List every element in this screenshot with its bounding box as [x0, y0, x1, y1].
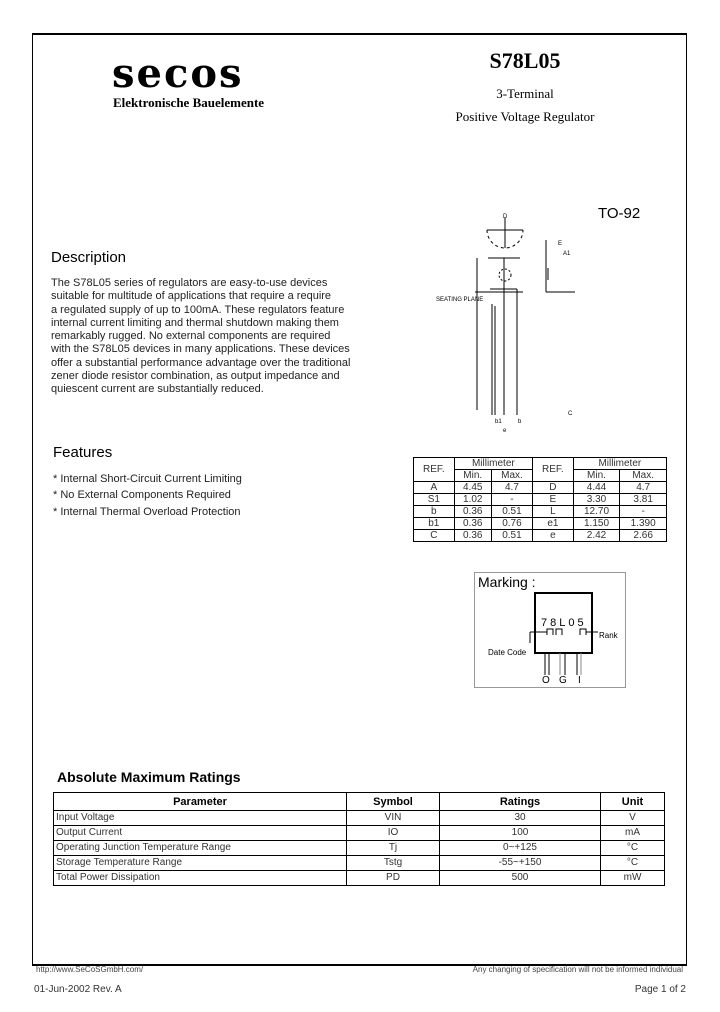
label-a1: A1	[563, 251, 571, 257]
marking-code: 78L05	[541, 617, 587, 629]
description-line: The S78L05 series of regulators are easy-to-use devices	[51, 277, 328, 289]
table-cell: 0.36	[454, 518, 491, 530]
table-cell: 1.150	[573, 518, 620, 530]
table-cell: D	[533, 482, 574, 494]
header-max: Max.	[620, 470, 667, 482]
table-cell: Input Voltage	[54, 811, 347, 826]
table-cell: 500	[440, 871, 601, 886]
description-body	[51, 277, 361, 397]
table-cell: IO	[347, 826, 440, 841]
table-cell: A	[414, 482, 455, 494]
footer-page: Page 1 of 2	[634, 984, 686, 995]
header-min: Min.	[573, 470, 620, 482]
label-e: E	[558, 241, 563, 247]
table-cell: 4.7	[620, 482, 667, 494]
table-cell: 0.51	[491, 506, 532, 518]
table-cell: 0.36	[454, 530, 491, 542]
marking-box	[474, 572, 626, 688]
features-heading: Features	[53, 444, 113, 461]
header-max: Max.	[491, 470, 532, 482]
pin-label: G	[559, 675, 567, 686]
ratings-table	[53, 792, 665, 886]
table-row	[54, 826, 665, 841]
marking-heading: Marking :	[478, 574, 536, 590]
footer-url[interactable]: http://www.SeCoSGmbH.com/	[36, 965, 144, 974]
table-cell: Tstg	[347, 856, 440, 871]
table-row	[414, 518, 667, 530]
table-cell: C	[414, 530, 455, 542]
table-cell: PD	[347, 871, 440, 886]
table-cell: -	[491, 494, 532, 506]
label-e-small: e	[503, 428, 507, 434]
table-cell: mW	[601, 871, 665, 886]
subtitle-1: 3-Terminal	[496, 86, 554, 101]
date-code-label: Date Code	[488, 648, 527, 657]
table-cell: Operating Junction Temperature Range	[54, 841, 347, 856]
package-drawing	[430, 210, 610, 440]
marking-diagram	[475, 573, 625, 687]
rank-label: Rank	[599, 631, 618, 640]
table-cell: e1	[533, 518, 574, 530]
description-line: with the S78L05 devices in many applications. These devices	[51, 343, 350, 356]
feature-item: * Internal Thermal Overload Protection	[53, 506, 241, 518]
description-heading: Description	[51, 249, 127, 266]
label-seating-plane: SEATING PLANE	[436, 297, 484, 303]
table-cell: 3.81	[620, 494, 667, 506]
label-d: D	[503, 214, 508, 220]
header-ref: REF.	[533, 458, 574, 482]
table-row	[414, 506, 667, 518]
table-cell: 0~+125	[440, 841, 601, 856]
secos-logo: secos	[112, 50, 244, 97]
table-cell: e	[533, 530, 574, 542]
footer-notice: Any changing of specification will not be informed individual	[472, 965, 683, 974]
company-tagline: Elektronische Bauelemente	[113, 95, 265, 110]
ratings-heading: Absolute Maximum Ratings	[57, 769, 241, 785]
header-ref: REF.	[414, 458, 455, 482]
label-c: C	[568, 411, 573, 417]
table-row	[54, 856, 665, 871]
table-cell: b	[414, 506, 455, 518]
header-min: Min.	[454, 470, 491, 482]
table-row	[54, 871, 665, 886]
description-line: offer a substantial performance advantage over the traditional	[51, 356, 351, 369]
table-cell: S1	[414, 494, 455, 506]
table-cell: 0.76	[491, 518, 532, 530]
table-cell: b1	[414, 518, 455, 530]
table-cell: 0.51	[491, 530, 532, 542]
feature-item: * No External Components Required	[53, 489, 231, 501]
table-row	[54, 811, 665, 826]
feature-item: * Internal Short-Circuit Current Limiting	[53, 473, 242, 485]
table-cell: -	[620, 506, 667, 518]
table-cell: mA	[601, 826, 665, 841]
table-row	[414, 530, 667, 542]
package-name: TO-92	[598, 205, 641, 222]
table-cell: 12.70	[573, 506, 620, 518]
header-unit: Millimeter	[573, 458, 666, 470]
table-cell: Output Current	[54, 826, 347, 841]
label-b1: b1	[495, 419, 502, 425]
table-cell: V	[601, 811, 665, 826]
footer-date: 01-Jun-2002 Rev. A	[34, 984, 122, 995]
table-cell: 3.30	[573, 494, 620, 506]
table-cell: -55~+150	[440, 856, 601, 871]
description-line: remarkably rugged. No external components are required	[51, 330, 331, 343]
table-row	[414, 494, 667, 506]
table-cell: 1.02	[454, 494, 491, 506]
table-cell: 0.36	[454, 506, 491, 518]
table-cell: 2.66	[620, 530, 667, 542]
table-row	[54, 841, 665, 856]
table-cell: VIN	[347, 811, 440, 826]
header-unit: Millimeter	[454, 458, 532, 470]
pin-label: O	[542, 675, 550, 686]
table-cell: Tj	[347, 841, 440, 856]
table-row	[414, 482, 667, 494]
description-line: zener diode resistor combination, as output impedance and	[51, 370, 340, 383]
dimensions-table	[413, 457, 667, 542]
subtitle-2: Positive Voltage Regulator	[455, 109, 595, 124]
table-cell: E	[533, 494, 574, 506]
label-b: b	[518, 419, 522, 425]
table-cell: °C	[601, 856, 665, 871]
table-cell: 4.7	[491, 482, 532, 494]
col-symbol: Symbol	[347, 793, 440, 811]
pin-label: I	[578, 675, 581, 686]
table-cell: Total Power Dissipation	[54, 871, 347, 886]
part-number: S78L05	[489, 48, 561, 73]
table-cell: Storage Temperature Range	[54, 856, 347, 871]
col-parameter: Parameter	[54, 793, 347, 811]
description-line: suitable for multitude of applications that require a require	[51, 290, 332, 303]
table-cell: 30	[440, 811, 601, 826]
table-cell: 4.45	[454, 482, 491, 494]
table-cell: L	[533, 506, 574, 518]
description-line: internal current limiting and thermal shutdown making them	[51, 316, 339, 329]
table-cell: °C	[601, 841, 665, 856]
description-line: quiescent current are substantially reduced.	[51, 383, 264, 396]
table-cell: 1.390	[620, 518, 667, 530]
col-ratings: Ratings	[440, 793, 601, 811]
description-line: a regulated supply of up to 100mA. These regulators feature	[51, 303, 345, 316]
table-cell: 100	[440, 826, 601, 841]
table-cell: 2.42	[573, 530, 620, 542]
table-cell: 4.44	[573, 482, 620, 494]
col-unit: Unit	[601, 793, 665, 811]
